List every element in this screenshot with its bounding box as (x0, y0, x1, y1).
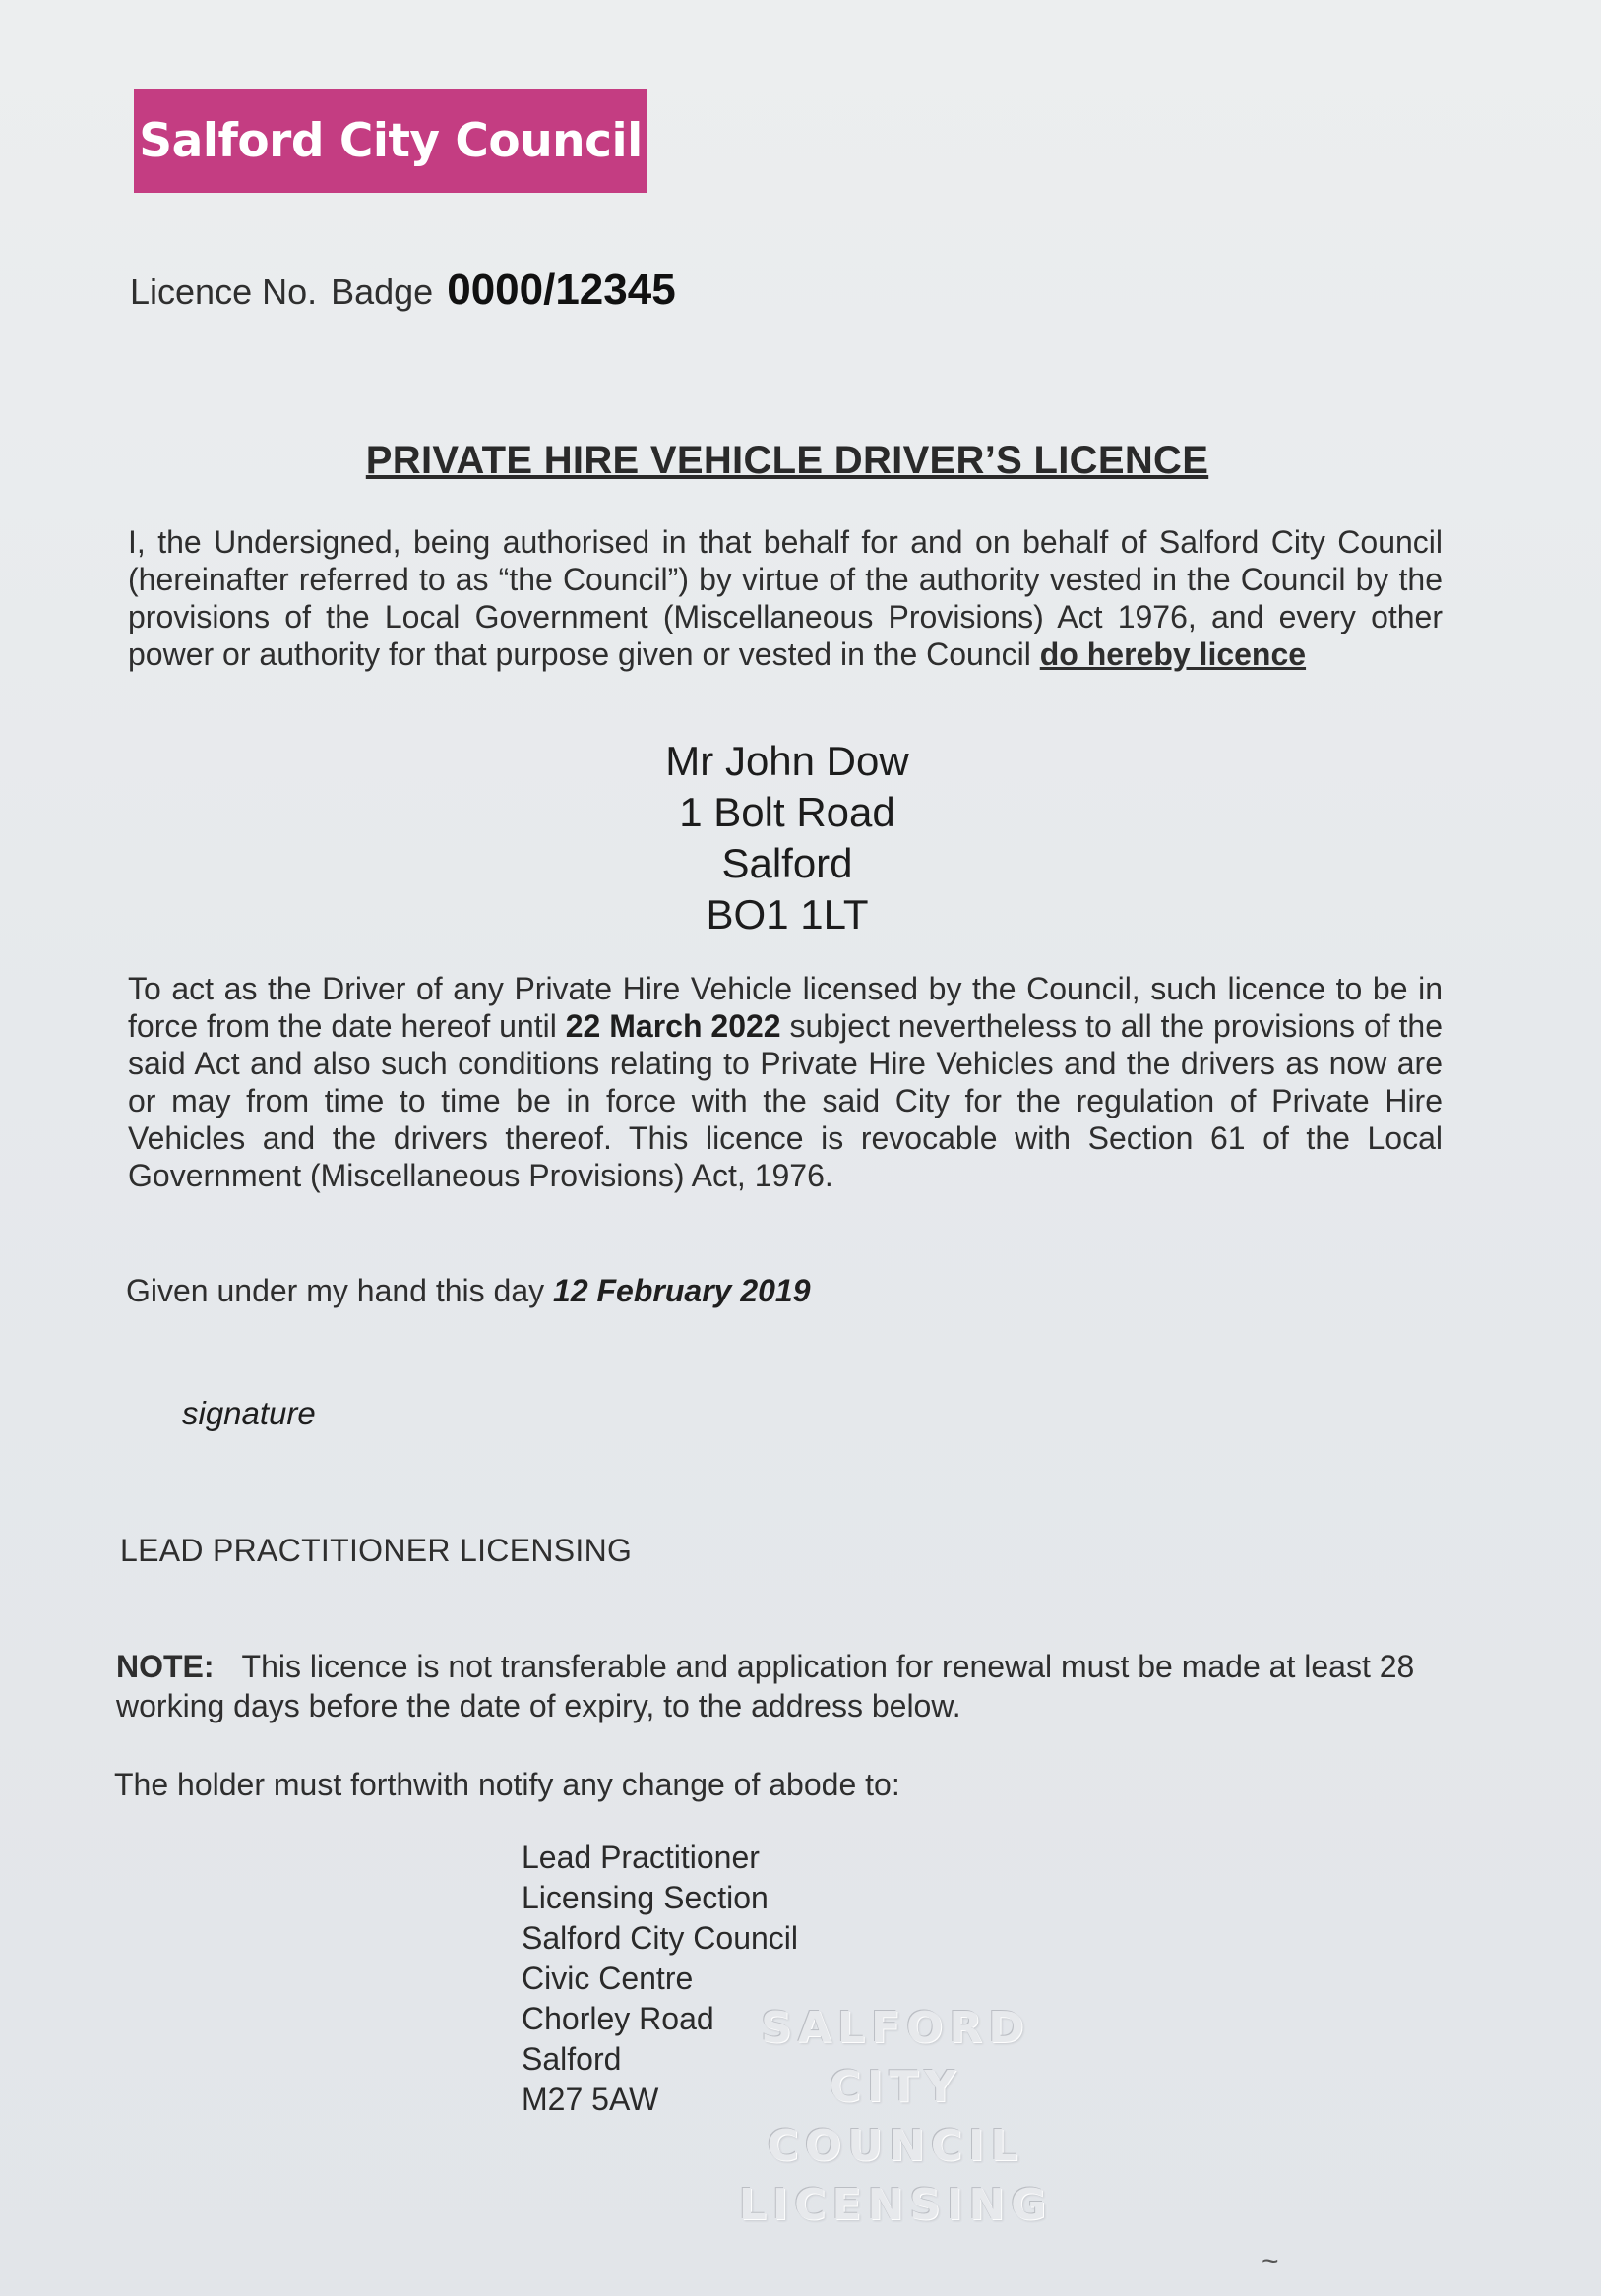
council-address-line: Licensing Section (522, 1880, 769, 1915)
stamp-line: SALFORD (761, 2003, 1030, 2053)
document-title: PRIVATE HIRE VEHICLE DRIVER’S LICENCE (365, 439, 1209, 482)
terms-paragraph (128, 970, 1443, 1194)
stamp-line: CITY COUNCIL (767, 2062, 1024, 2171)
terms-part1: To act as the Driver of any Private Hire Vehicle licensed by the Council, such licence to be in force from the date hereof until (128, 971, 1443, 1044)
intro-paragraph (128, 523, 1443, 673)
licensee-address (0, 736, 1574, 940)
note-label: NOTE: (116, 1649, 215, 1684)
signature: signature (182, 1395, 316, 1431)
licence-label: Licence No. (130, 272, 318, 312)
issue-date: 12 February 2019 (553, 1273, 811, 1308)
expiry-date: 22 March 2022 (565, 1008, 781, 1044)
signatory-title: LEAD PRACTITIONER LICENSING (120, 1533, 633, 1568)
note-text: This licence is not transferable and application for renewal must be made at least 28 working days before the date of expiry, to the address below. (116, 1649, 1415, 1723)
council-address-line: Salford (522, 2041, 622, 2077)
licence-number-line (130, 266, 676, 315)
council-logo (134, 89, 647, 193)
given-text: Given under my hand this day (126, 1273, 545, 1308)
intro-emphasis: do hereby licence (1039, 636, 1307, 672)
abode-notice: The holder must forthwith notify any change of abode to: (114, 1767, 900, 1802)
licensee-postcode: BO1 1LT (706, 891, 869, 937)
given-line (126, 1273, 811, 1309)
licensee-street: 1 Bolt Road (679, 789, 895, 835)
council-address-line: Chorley Road (522, 2001, 714, 2036)
licensee-name: Mr John Dow (665, 738, 909, 784)
pen-mark: ~ (1262, 2245, 1279, 2277)
embossed-stamp (708, 1999, 1082, 2235)
intro-text: I, the Undersigned, being authorised in that behalf for and on behalf of Salford City Council (hereinafter referred to as “the Council”) by virtue of the authority vested in the Council by the provisions of the Local Government (Miscellaneous Provisions) Act 1976, and every other power or authority for that purpose given or vested in the Council (128, 524, 1443, 672)
council-address-line: Lead Practitioner (522, 1840, 760, 1875)
licence-number: 0000/12345 (447, 266, 676, 314)
council-address-line: Salford City Council (522, 1920, 798, 1956)
stamp-line: LICENSING (738, 2180, 1053, 2230)
licensee-town: Salford (721, 840, 853, 886)
terms-part2: subject nevertheless to all the provisions of the said Act and also such conditions relating to Private Hire Vehicles and the drivers as now are or may from time to time be in force with the said City for the regulation of Private Hire Vehicles and the drivers thereof. This licence is revocable with Section 61 of the Local Government (Miscellaneous Provisions) Act, 1976. (128, 1008, 1444, 1193)
council-address-line: Civic Centre (522, 1961, 694, 1996)
council-address-line: M27 5AW (522, 2082, 659, 2117)
badge-label: Badge (331, 272, 434, 312)
note-paragraph (116, 1647, 1466, 1725)
council-logo-text: Salford City Council (139, 113, 643, 168)
